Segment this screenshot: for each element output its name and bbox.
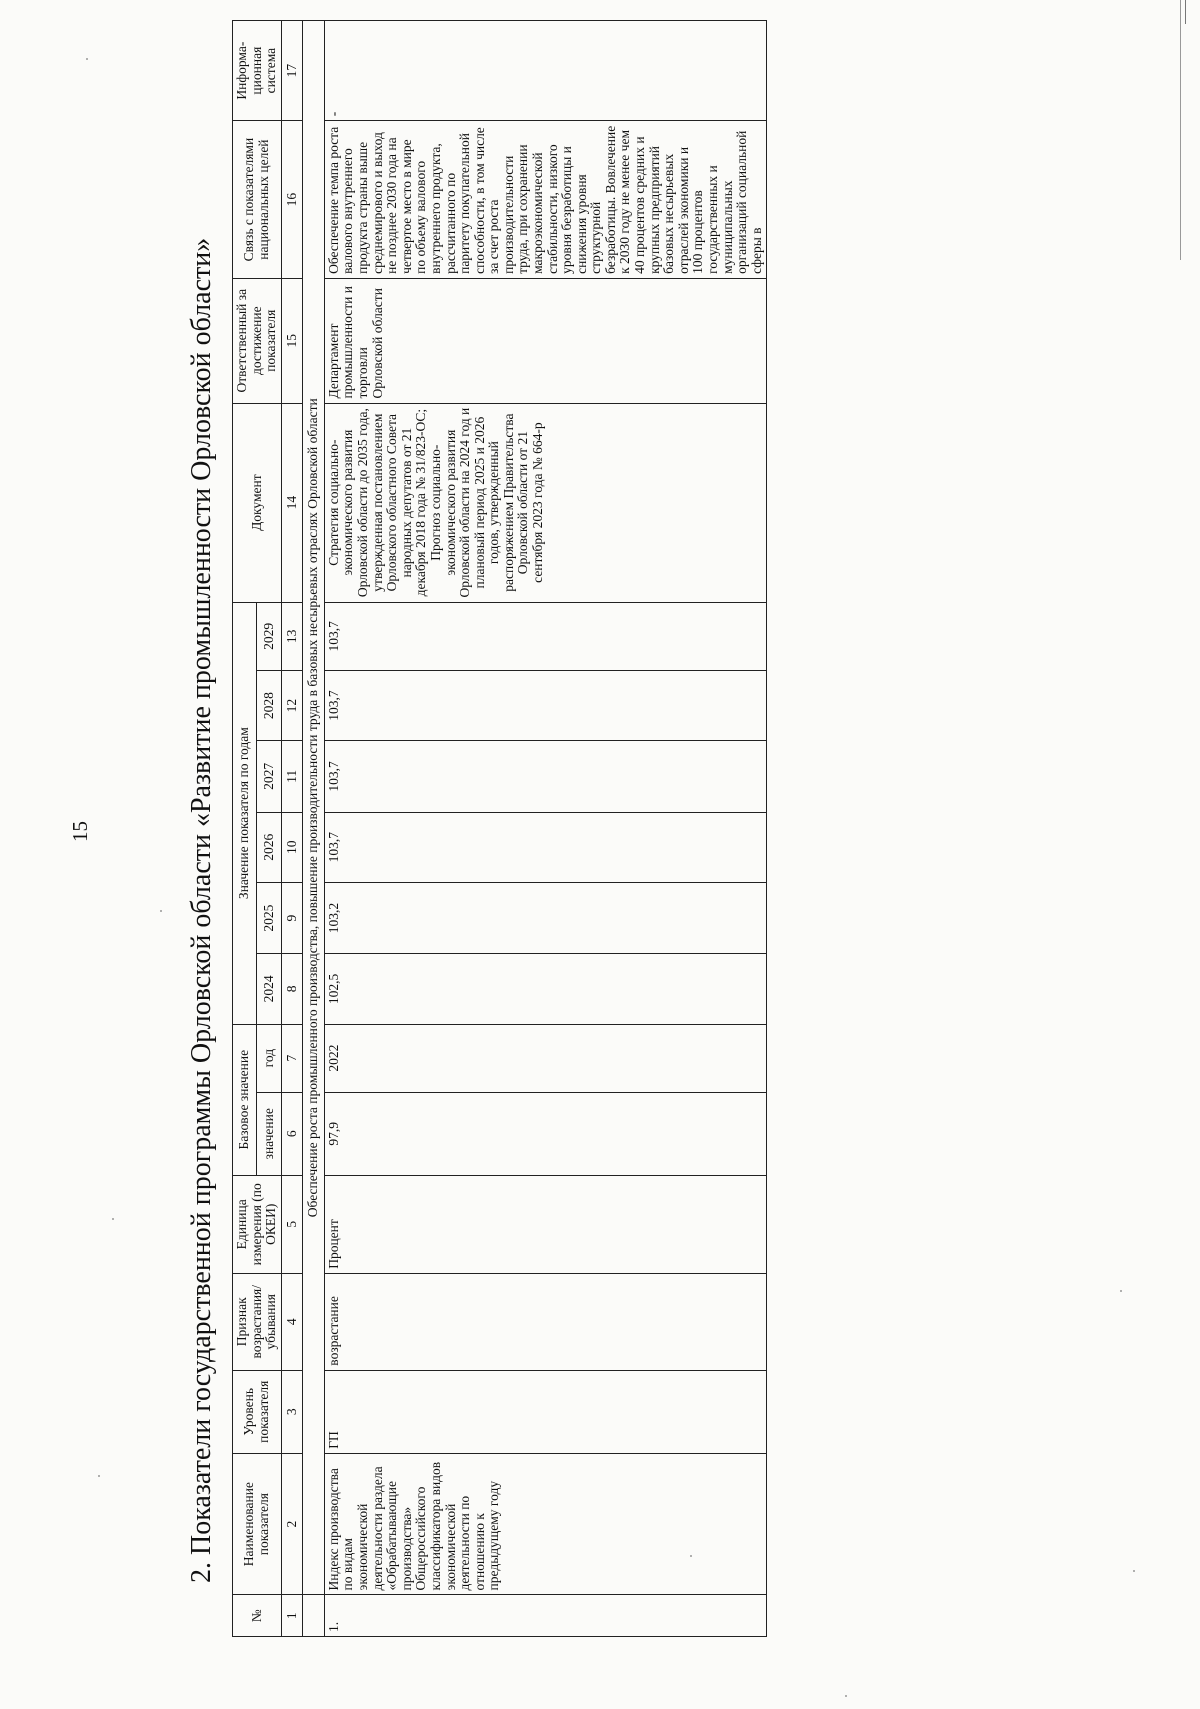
column-number: 12 [281, 670, 303, 740]
section-title: Обеспечение роста промышленного производства, повышение производительности труда в базовых несырьевых отраслях Орловской области [303, 21, 325, 1595]
column-number: 5 [281, 1175, 303, 1273]
scan-speck [845, 1695, 847, 1697]
scan-speck [86, 58, 88, 60]
header-year: 2026 [257, 812, 281, 882]
row-link: Обеспечение темпа роста валового внутреннего продукта страны выше среднемирового и выход не позднее 2030 года на четвертое место в мире по объему валового внутреннего продукта, рассчитанного по паритету покупательной способности, в том числе за счет роста производительности труда, при сохранении макроэкономической стабильности, низкого уровня безработицы и снижения уровня структурной безработицы. Вовлечение к 2030 году не менее чем 40 процентов средних и крупных предприятий базовых несырьевых отраслей экономики и 100 процентов государственных и муниципальных организаций социальной сферы в [324, 121, 766, 279]
row-sign: возрастание [324, 1273, 766, 1370]
column-number: 3 [281, 1370, 303, 1453]
column-number: 17 [281, 21, 303, 121]
header-num: № [233, 1595, 282, 1637]
row-document: Стратегия социально-экономического развития Орловской области до 2035 года, утвержденная постановлением Орловского областного Совета народных депутатов от 21 декабря 2018 года № 31/823-ОС; Прогноз социально-экономического развития Орловской области на 2024 год и плановый период 2025 и 2026 годов, утвержденный распоряжением Правительства Орловской области от 21 сентября 2023 года № 664-р [324, 403, 766, 602]
column-number: 16 [281, 121, 303, 279]
row-value-2028: 103,7 [324, 670, 766, 740]
header-responsible: Ответственный за достижение показателя [233, 278, 282, 403]
header-year: 2027 [257, 741, 281, 812]
row-value-2026: 103,7 [324, 812, 766, 882]
column-number: 13 [281, 602, 303, 670]
column-number: 9 [281, 882, 303, 953]
row-unit: Процент [324, 1175, 766, 1273]
scan-edge-line [1185, 0, 1186, 24]
section-spacer [303, 1595, 325, 1637]
row-value-2027: 103,7 [324, 741, 766, 812]
scan-speck [160, 910, 162, 912]
column-number: 2 [281, 1453, 303, 1595]
header-document: Документ [233, 403, 282, 602]
column-number: 7 [281, 1024, 303, 1092]
row-value-2029: 103,7 [324, 602, 766, 670]
column-number: 11 [281, 741, 303, 812]
header-year: 2029 [257, 602, 281, 670]
row-level: ГП [324, 1370, 766, 1453]
column-number: 14 [281, 403, 303, 602]
header-year: 2025 [257, 882, 281, 953]
header-year: 2024 [257, 954, 281, 1024]
header-level: Уровень показателя [233, 1370, 282, 1453]
column-number: 15 [281, 278, 303, 403]
column-number: 10 [281, 812, 303, 882]
header-sign: Признак возрастания/ убывания [233, 1273, 282, 1370]
header-name: Наименование показателя [233, 1453, 282, 1595]
section-row [303, 21, 325, 1637]
row-responsible: Департамент промышленности и торговли Орловской области [324, 278, 766, 403]
row-base-year: 2022 [324, 1024, 766, 1092]
column-number: 6 [281, 1092, 303, 1175]
header-base: Базовое значение [233, 1024, 257, 1175]
scan-speck [98, 1475, 100, 1477]
header-base-year: год [257, 1024, 281, 1092]
header-row-top [233, 21, 257, 1637]
page-number: 15 [68, 821, 92, 842]
row-value-2025: 103,2 [324, 882, 766, 953]
row-num: 1. [324, 1595, 766, 1637]
scan-speck [112, 1218, 114, 1220]
page-title: 2. Показатели государственной программы Орловской области «Развитие промышленности Орловской области» [186, 237, 217, 1583]
column-number: 4 [281, 1273, 303, 1370]
indicators-table [232, 20, 767, 1637]
table-row [324, 21, 766, 1637]
scan-edge-line [1180, 0, 1181, 260]
header-values-by-year: Значение показателя по годам [233, 602, 257, 1024]
header-unit: Единица измерения (по ОКЕИ) [233, 1175, 282, 1273]
column-number: 8 [281, 954, 303, 1024]
header-system: Информа-ционная система [233, 21, 282, 121]
column-number-row [281, 21, 303, 1637]
row-name: Индекс производства по видам экономической деятельности раздела «Обрабатывающие производства» Общероссийского классификатора видов экономической деятельности по отношению к предыдущему году [324, 1453, 766, 1595]
row-system: - [324, 21, 766, 121]
column-number: 1 [281, 1595, 303, 1637]
indicators-table-container [232, 20, 1150, 1637]
header-base-value: значение [257, 1092, 281, 1175]
header-link: Связь с показателями национальных целей [233, 121, 282, 279]
row-base-value: 97,9 [324, 1092, 766, 1175]
header-year: 2028 [257, 670, 281, 740]
row-value-2024: 102,5 [324, 954, 766, 1024]
